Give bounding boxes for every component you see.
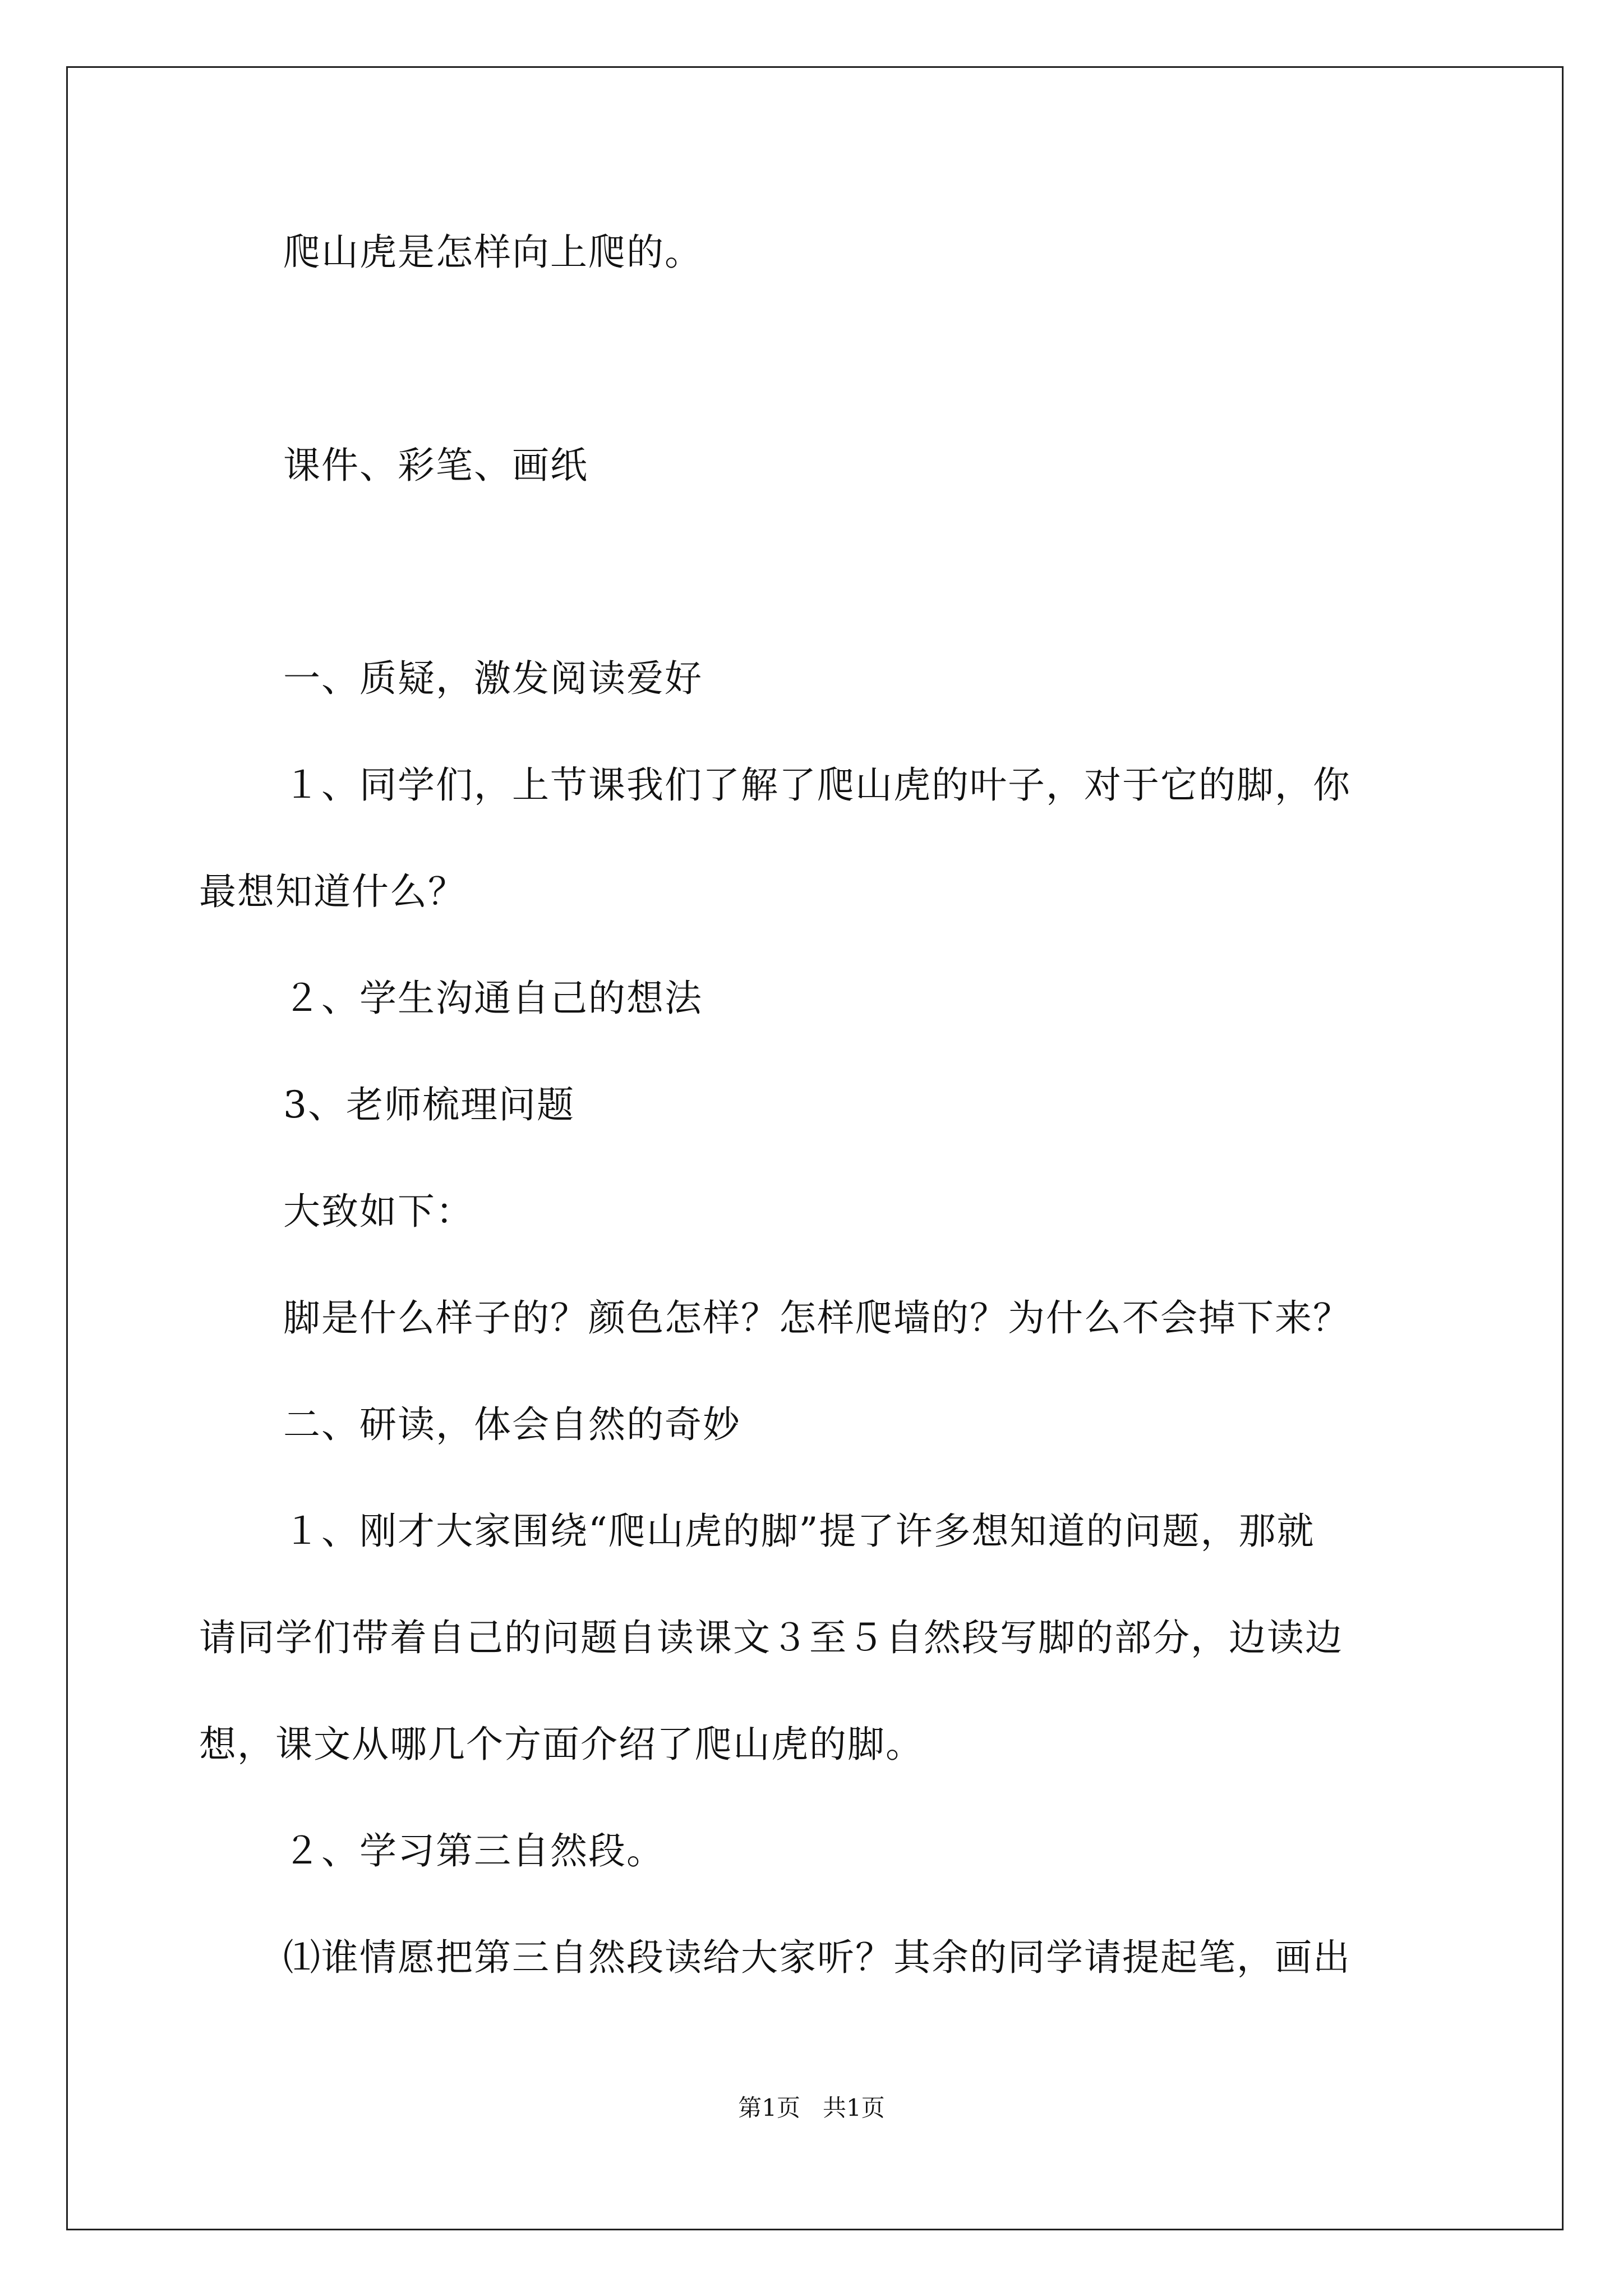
paragraph-line-8: 大致如下： [283,1190,474,1233]
page-border [66,66,1564,2230]
paragraph-line-7: 3、老师梳理问题 [283,1083,575,1126]
paragraph-line-13: 想，课文从哪几个方面介绍了爬山虎的脚。 [199,1723,924,1766]
paragraph-line-12: 请同学们带着自己的问题自读课文３至５自然段写脚的部分，边读边 [199,1616,1343,1659]
section-heading-2: 二、研读，体会自然的奇妙 [283,1403,741,1446]
paragraph-line-15: ⑴谁情愿把第三自然段读给大家听？其余的同学请提起笔，画出 [283,1936,1351,1979]
paragraph-line-9: 脚是什么样子的？颜色怎样？怎样爬墙的？为什么不会掉下来？ [283,1296,1351,1340]
section-heading-1: 一、质疑，激发阅读爱好 [283,657,703,700]
paragraph-line-4: １、同学们，上节课我们了解了爬山虎的叶子，对于它的脚，你 [283,763,1351,807]
paragraph-line-14: ２、学习第三自然段。 [283,1829,665,1872]
paragraph-line-11: １、刚才大家围绕“爬山虎的脚”提了许多想知道的问题，那就 [283,1510,1315,1553]
paragraph-line-2: 课件、彩笔、画纸 [283,444,588,487]
paragraph-line-6: ２、学生沟通自己的想法 [283,977,703,1020]
paragraph-line-1: 爬山虎是怎样向上爬的。 [283,231,703,274]
paragraph-line-5: 最想知道什么？ [199,870,466,913]
page-footer: 第1页 共1页 [738,2094,885,2122]
